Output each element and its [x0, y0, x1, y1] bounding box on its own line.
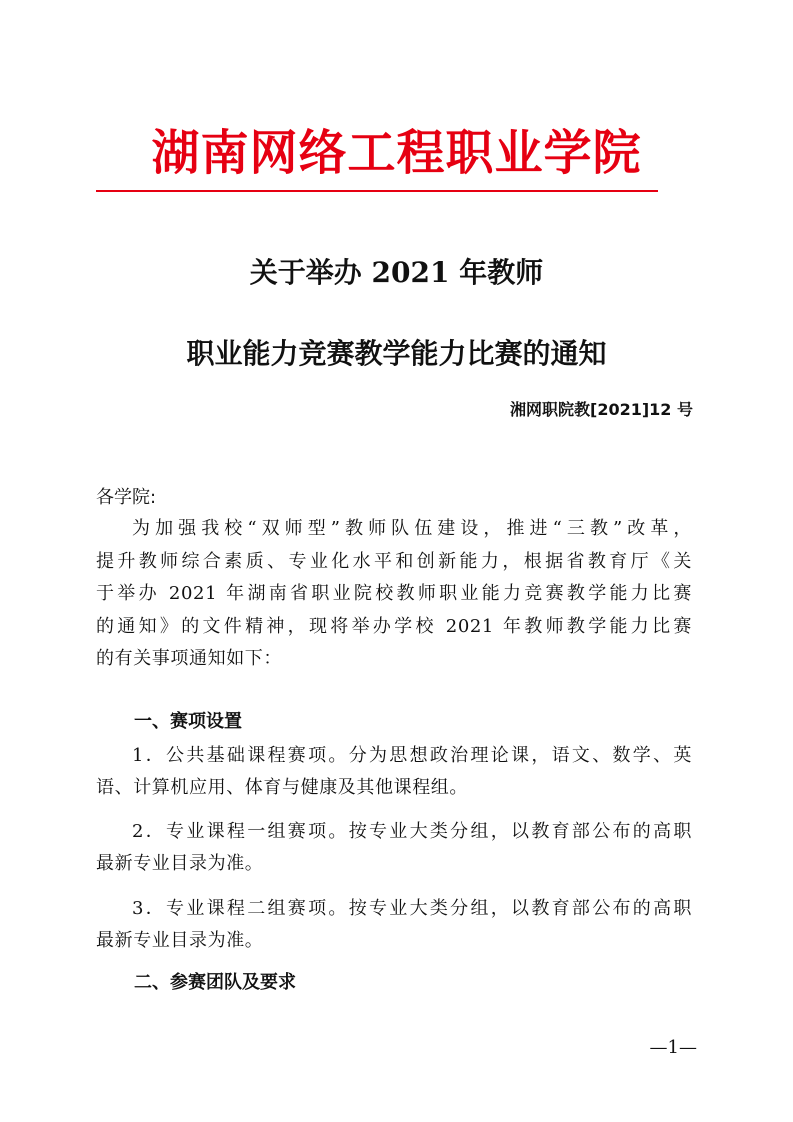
- list-item: [96, 740, 692, 804]
- list-item: [96, 893, 692, 957]
- intro-line: 于举办 2021 年湖南省职业院校教师职业能力竞赛教学能力比赛: [96, 583, 692, 604]
- list-item-line: 最新专业目录为准。: [96, 853, 264, 874]
- notice-title-line-2: 职业能力竞赛教学能力比赛的通知: [186, 337, 607, 370]
- salutation: 各学院:: [96, 487, 157, 508]
- intro-line: 提升教师综合素质、专业化水平和创新能力，根据省教育厅《关: [96, 550, 692, 572]
- list-item-line: 1．公共基础课程赛项。分为思想政治理论课，语文、数学、英: [132, 745, 692, 766]
- section-heading-1: 一、赛项设置: [134, 711, 242, 732]
- masthead-divider: [96, 190, 658, 192]
- section-heading-2: 二、参赛团队及要求: [134, 972, 296, 993]
- intro-line: 为加强我校“双师型”教师队伍建设，推进“三教”改革，: [132, 518, 692, 539]
- list-item: [96, 816, 692, 880]
- page-number: —1—: [649, 1037, 697, 1058]
- intro-line: 的有关事项通知如下：: [96, 648, 282, 669]
- masthead-title: 湖南网络工程职业学院: [151, 125, 642, 181]
- intro-line: 的通知》的文件精神，现将举办学校 2021 年教师教学能力比赛: [96, 615, 692, 637]
- document-number: 湘网职院教[2021]12 号: [510, 400, 693, 419]
- list-item-line: 语、计算机应用、体育与健康及其他课程组。: [96, 777, 468, 798]
- list-item-line: 3．专业课程二组赛项。按专业大类分组，以教育部公布的高职: [132, 898, 692, 919]
- intro-paragraph: [96, 513, 692, 676]
- list-item-line: 2．专业课程一组赛项。按专业大类分组，以教育部公布的高职: [132, 821, 692, 842]
- list-item-line: 最新专业目录为准。: [96, 930, 264, 951]
- notice-title-line-1: 关于举办 2021 年教师: [249, 256, 544, 289]
